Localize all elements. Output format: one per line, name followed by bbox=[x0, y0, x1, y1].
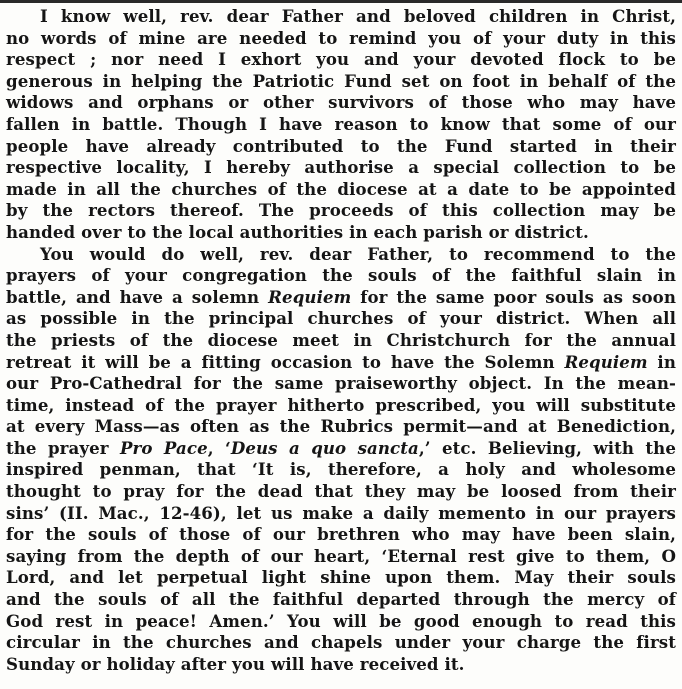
text-line bbox=[6, 287, 676, 309]
text-line: handed over to the local authorities in each parish or district. bbox=[6, 221, 589, 242]
text-line bbox=[6, 352, 676, 374]
text-run: for the same poor souls as soon bbox=[351, 286, 676, 307]
text-line: by the rectors thereof. The proceeds of this collection may be bbox=[6, 200, 676, 221]
text-line: fallen in battle. Though I have reason to know that some of our bbox=[6, 113, 676, 134]
text-line: our Pro-Cathedral for the same praiseworthy object. In the mean- bbox=[6, 373, 676, 394]
text-line: at every Mass—as often as the Rubrics permit—and at Benediction, bbox=[6, 416, 676, 437]
text-line: Lord, and let perpetual light shine upon them. May their souls bbox=[6, 567, 676, 588]
text-run: , ‘ bbox=[207, 437, 231, 458]
text-line: respective locality, I hereby authorise a special collection to be bbox=[6, 157, 676, 178]
paragraph-2 bbox=[6, 244, 676, 676]
italic-term: Pro Pace bbox=[119, 437, 208, 458]
text-line: You would do well, rev. dear Father, to recommend to the bbox=[40, 243, 676, 264]
text-line: saying from the depth of our heart, ‘Eternal rest give to them, O bbox=[6, 545, 676, 566]
text-line: the priests of the diocese meet in Christchurch for the annual bbox=[6, 329, 676, 350]
text-run: in bbox=[647, 351, 676, 372]
text-line: thought to pray for the dead that they may be loosed from their bbox=[6, 481, 676, 502]
text-line: prayers of your congregation the souls of the faithful slain in bbox=[6, 265, 676, 286]
text-line: God rest in peace! Amen.’ You will be good enough to read this bbox=[6, 610, 676, 631]
text-line: no words of mine are needed to remind you of your duty in this bbox=[6, 27, 676, 48]
text-line bbox=[6, 438, 676, 460]
top-rule-divider bbox=[0, 0, 682, 3]
text-line: time, instead of the prayer hitherto prescribed, you will substitute bbox=[6, 394, 676, 415]
text-line: circular in the churches and chapels under your charge the first bbox=[6, 632, 676, 653]
text-line: Sunday or holiday after you will have received it. bbox=[6, 653, 465, 674]
text-line: inspired penman, that ‘It is, therefore, a holy and wholesome bbox=[6, 459, 676, 480]
paragraph-1 bbox=[6, 6, 676, 244]
text-run: retreat it will be a fitting occasion to have the Solemn bbox=[6, 351, 565, 372]
italic-term: Requiem bbox=[564, 351, 648, 372]
text-line: I know well, rev. dear Father and beloved children in Christ, bbox=[40, 6, 676, 26]
text-line: for the souls of those of our brethren who may have been slain, bbox=[6, 524, 676, 545]
text-line: as possible in the principal churches of your district. When all bbox=[6, 308, 676, 329]
text-line: widows and orphans or other survivors of those who may have bbox=[6, 92, 676, 113]
italic-term: Deus a quo sancta bbox=[230, 437, 419, 458]
text-line: people have already contributed to the Fund started in their bbox=[6, 135, 676, 156]
text-run: ,’ etc. Believing, with the bbox=[418, 437, 677, 458]
text-line: respect ; nor need I exhort you and your devoted flock to be bbox=[6, 49, 676, 70]
text-line: sins’ (II. Mac., 12-46), let us make a daily memento in our prayers bbox=[6, 502, 676, 523]
article-column bbox=[6, 6, 676, 675]
text-run: battle, and have a solemn bbox=[6, 286, 269, 307]
text-run: the prayer bbox=[6, 437, 120, 458]
text-line: made in all the churches of the diocese at a date to be appointed bbox=[6, 178, 676, 199]
text-line: and the souls of all the faithful departed through the mercy of bbox=[6, 589, 676, 610]
italic-term: Requiem bbox=[268, 286, 352, 307]
text-line: generous in helping the Patriotic Fund set on foot in behalf of the bbox=[6, 70, 676, 91]
